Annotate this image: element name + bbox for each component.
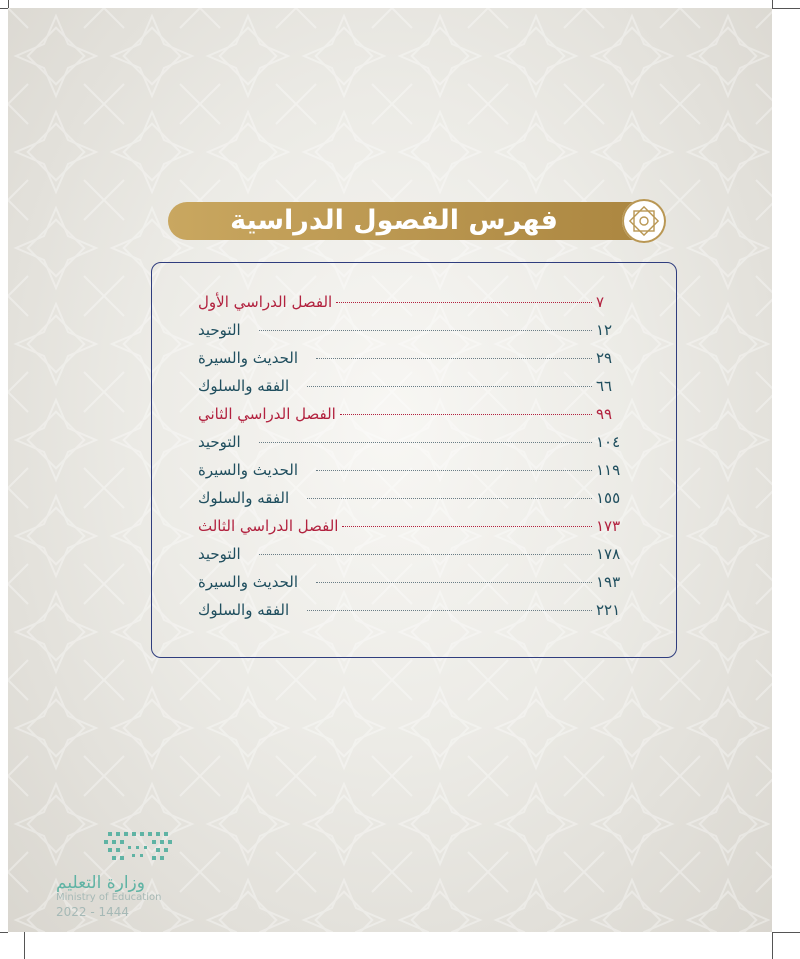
crop-mark (772, 932, 800, 933)
toc-label: الفقه والسلوك (198, 377, 290, 395)
toc-page-number: ٦٦ (596, 377, 613, 395)
toc-page-number: ١٧٨ (596, 545, 621, 563)
crop-mark (772, 8, 800, 9)
toc-page-number: ٢٩ (596, 349, 613, 367)
flower-icon (622, 199, 666, 243)
dot-leader (336, 302, 592, 303)
dot-leader (307, 498, 592, 499)
toc-page-number: ١٥٥ (596, 489, 621, 507)
toc-entry-row[interactable] (198, 321, 624, 351)
toc-chapter-row[interactable] (198, 405, 624, 435)
dot-leader (259, 554, 592, 555)
book-page (8, 8, 772, 932)
dot-leader (259, 442, 592, 443)
toc-page-number: ١٧٣ (596, 517, 621, 535)
crop-mark (772, 932, 773, 959)
edition-year: 2022 - 1444 (56, 905, 130, 919)
toc-entry-row[interactable] (198, 601, 624, 631)
toc-entry-row[interactable] (198, 377, 624, 407)
toc-entry-row[interactable] (198, 349, 624, 379)
toc-label: الفصل الدراسي الثاني (198, 405, 336, 423)
toc-entry-row[interactable] (198, 545, 624, 575)
dot-leader (316, 470, 592, 471)
toc-page-number: ٢٢١ (596, 601, 621, 619)
toc-page-number: ١٢ (596, 321, 613, 339)
toc-page-number: ١٩٣ (596, 573, 621, 591)
toc-entry-row[interactable] (198, 489, 624, 519)
toc-entry-row[interactable] (198, 461, 624, 491)
table-of-contents (151, 262, 677, 658)
toc-label: الحديث والسيرة (198, 461, 298, 479)
toc-entry-row[interactable] (198, 573, 624, 603)
toc-label: التوحيد (198, 433, 241, 451)
toc-page-number: ٩٩ (596, 405, 613, 423)
dot-leader (340, 414, 592, 415)
toc-page-number: ١١٩ (596, 461, 621, 479)
dot-leader (316, 582, 592, 583)
toc-label: التوحيد (198, 545, 241, 563)
dot-leader (316, 358, 592, 359)
dot-leader (259, 330, 592, 331)
title-banner (168, 202, 650, 240)
toc-label: الحديث والسيرة (198, 349, 298, 367)
ministry-subtitle: Ministry of Education (56, 892, 162, 903)
ornament-icon (622, 199, 666, 243)
crop-mark (8, 0, 9, 8)
toc-label: الفصل الدراسي الأول (198, 293, 333, 311)
dot-leader (307, 386, 592, 387)
page-title: فهرس الفصول الدراسية (230, 205, 558, 236)
toc-chapter-row[interactable] (198, 517, 624, 547)
ministry-emblem-icon (56, 828, 176, 868)
dot-leader (307, 610, 592, 611)
toc-label: الفصل الدراسي الثالث (198, 517, 339, 535)
toc-label: الحديث والسيرة (198, 573, 298, 591)
toc-chapter-row[interactable] (198, 293, 624, 323)
ministry-name: وزارة التعليم (56, 873, 145, 893)
toc-entry-row[interactable] (198, 433, 624, 463)
crop-mark (0, 932, 8, 933)
toc-label: الفقه والسلوك (198, 489, 290, 507)
crop-mark (24, 932, 25, 959)
crop-mark (0, 8, 8, 9)
toc-page-number: ٧ (596, 293, 605, 311)
crop-mark (772, 0, 773, 8)
toc-label: الفقه والسلوك (198, 601, 290, 619)
ministry-logo (56, 828, 196, 928)
dot-leader (342, 526, 592, 527)
toc-page-number: ١٠٤ (596, 433, 621, 451)
toc-label: التوحيد (198, 321, 241, 339)
